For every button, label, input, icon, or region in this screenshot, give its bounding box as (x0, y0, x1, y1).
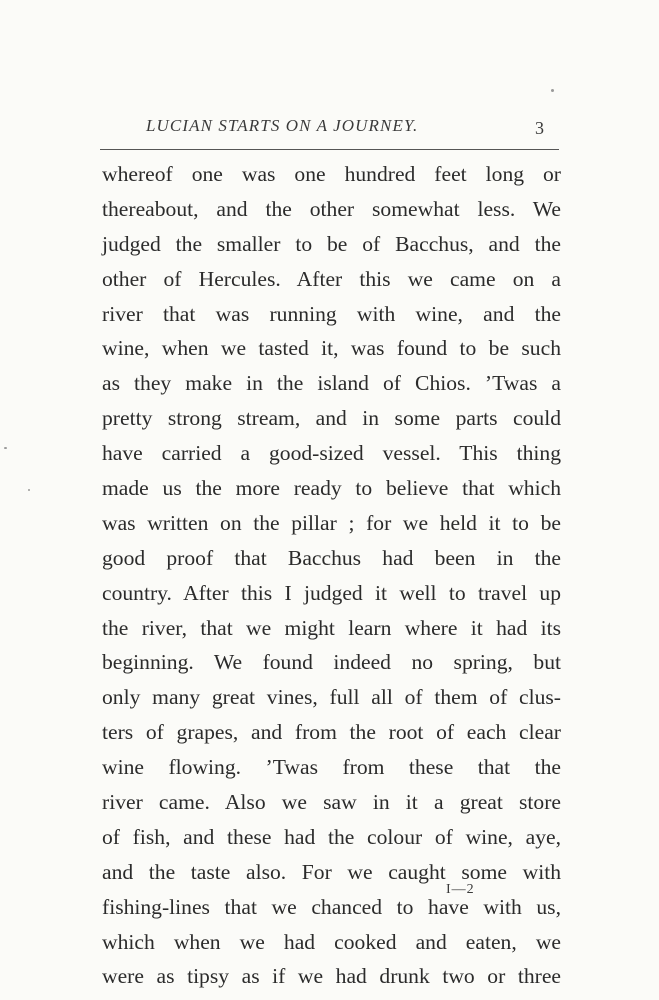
text-line: pretty strong stream, and in some parts could (102, 406, 561, 431)
text-line: was written on the pillar ; for we held it to be (102, 510, 561, 535)
text-line: fishing-lines that we chanced to have with us, (102, 894, 561, 919)
text-line: beginning. We found indeed no spring, but (102, 650, 561, 675)
paper-speck (4, 447, 7, 449)
header-rule (100, 149, 559, 150)
text-line: as they make in the island of Chios. ’Twas a (102, 371, 561, 396)
text-line: which when we had cooked and eaten, we (102, 929, 561, 954)
text-line: other of Hercules. After this we came on a (102, 266, 561, 291)
running-title: LUCIAN STARTS ON A JOURNEY. (146, 116, 419, 135)
text-line: ters of grapes, and from the root of each clear (102, 720, 561, 745)
text-line: river came. Also we saw in it a great store (102, 790, 561, 815)
page-number: 3 (535, 118, 544, 138)
body-text (102, 157, 561, 994)
text-line: only many great vines, full all of them of clus- (102, 685, 561, 710)
text-line: country. After this I judged it well to travel up (102, 580, 561, 605)
page-header (100, 116, 560, 142)
text-line: the river, that we might learn where it had its (102, 615, 561, 640)
text-line: of fish, and these had the colour of wine, aye, (102, 824, 561, 849)
text-line: made us the more ready to believe that which (102, 476, 561, 501)
text-line: thereabout, and the other somewhat less. We (102, 196, 561, 221)
paper-speck (28, 489, 30, 491)
text-line: have carried a good-sized vessel. This thing (102, 441, 561, 466)
paper-speck (551, 89, 554, 92)
text-line: judged the smaller to be of Bacchus, and the (102, 231, 561, 256)
signature-mark: I—2 (446, 882, 475, 897)
text-line: were as tipsy as if we had drunk two or three (102, 964, 561, 989)
text-line: whereof one was one hundred feet long or (102, 162, 561, 186)
text-line: good proof that Bacchus had been in the (102, 545, 561, 570)
text-line: wine, when we tasted it, was found to be such (102, 336, 561, 361)
text-line: and the taste also. For we caught some with (102, 859, 561, 884)
text-line: river that was running with wine, and the (102, 301, 561, 326)
text-line: wine flowing. ’Twas from these that the (102, 755, 561, 780)
